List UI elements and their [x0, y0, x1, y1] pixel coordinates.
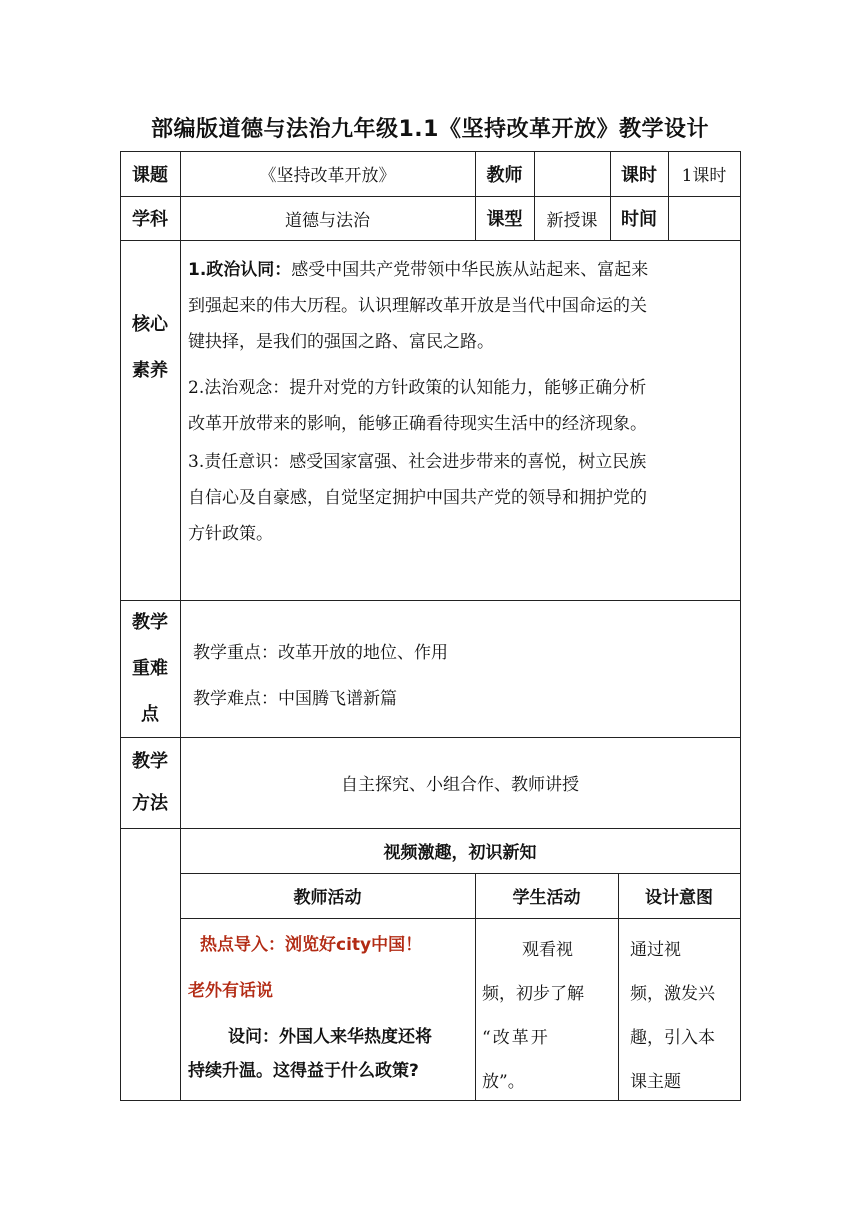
question-line1: 设问：外国人来华热度还将: [228, 1027, 432, 1047]
label-period: 课时: [621, 164, 657, 186]
subject-value: 道德与法治: [285, 210, 370, 231]
key-difficult-content: [193, 630, 733, 722]
label-time: 时间: [621, 209, 657, 230]
teacher-value: [534, 151, 610, 196]
teacher-activity-content: [188, 928, 473, 1088]
document-title: 部编版道德与法治九年级1.1《坚持改革开放》教学设计: [151, 117, 709, 142]
label-key-difficult: 教学 重难 点: [132, 611, 168, 725]
hot-intro: 热点导入：浏览好city中国！: [200, 935, 423, 955]
period-value: 1课时: [681, 166, 727, 186]
col-student-activity: 学生活动: [512, 888, 581, 908]
col-teacher-activity: 教师活动: [293, 888, 362, 908]
label-lesson-type: 课型: [486, 209, 523, 230]
label-core-competency: 核心 素养: [132, 313, 168, 381]
student-activity-content: 观看视 频，初步了解 “改革开 放”。: [482, 940, 584, 1092]
label-teacher: 教师: [486, 164, 523, 186]
core-item-responsibility: 3.责任意识：感受国家富强、社会进步带来的喜悦，树立民族 自信心及自豪感，自觉坚定拥护中国共产党的领导和拥护党的 方针政策。: [188, 452, 647, 544]
section-title: 视频激趣，初识新知: [383, 843, 537, 863]
lesson-type-value: 新授课: [546, 210, 598, 231]
label-teaching-method: 教学 方法: [132, 750, 168, 814]
difficult-point: 教学难点：中国腾飞谱新篇: [193, 689, 397, 709]
question-line2: 持续升温。这得益于什么政策?: [188, 1061, 419, 1081]
label-subject: 学科: [132, 209, 168, 230]
core-competency-content: [188, 252, 736, 552]
time-value: [668, 196, 740, 240]
teaching-method-value: 自主探究、小组合作、教师讲授: [341, 775, 579, 795]
col-design-intent: 设计意图: [645, 888, 713, 908]
topic-value: 《坚持改革开放》: [259, 166, 396, 186]
key-point: 教学重点：改革开放的地位、作用: [193, 643, 448, 663]
design-intent-content: 通过视 频，激发兴 趣，引入本 课主题: [630, 940, 715, 1092]
core-item-political: 1.政治认同：感受中国共产党带领中华民族从站起来、富起来 到强起来的伟大历程。认识理解改革开放是当代中国命运的关 键抉择，是我们的强国之路、富民之路。: [188, 260, 649, 352]
hot-intro-line2: 老外有话说: [188, 981, 273, 1001]
core-item-law: 2.法治观念：提升对党的方针政策的认知能力，能够正确分析 改革开放带来的影响，能够正确看待现实生活中的经济现象。: [188, 378, 647, 434]
label-topic: 课题: [132, 164, 168, 186]
